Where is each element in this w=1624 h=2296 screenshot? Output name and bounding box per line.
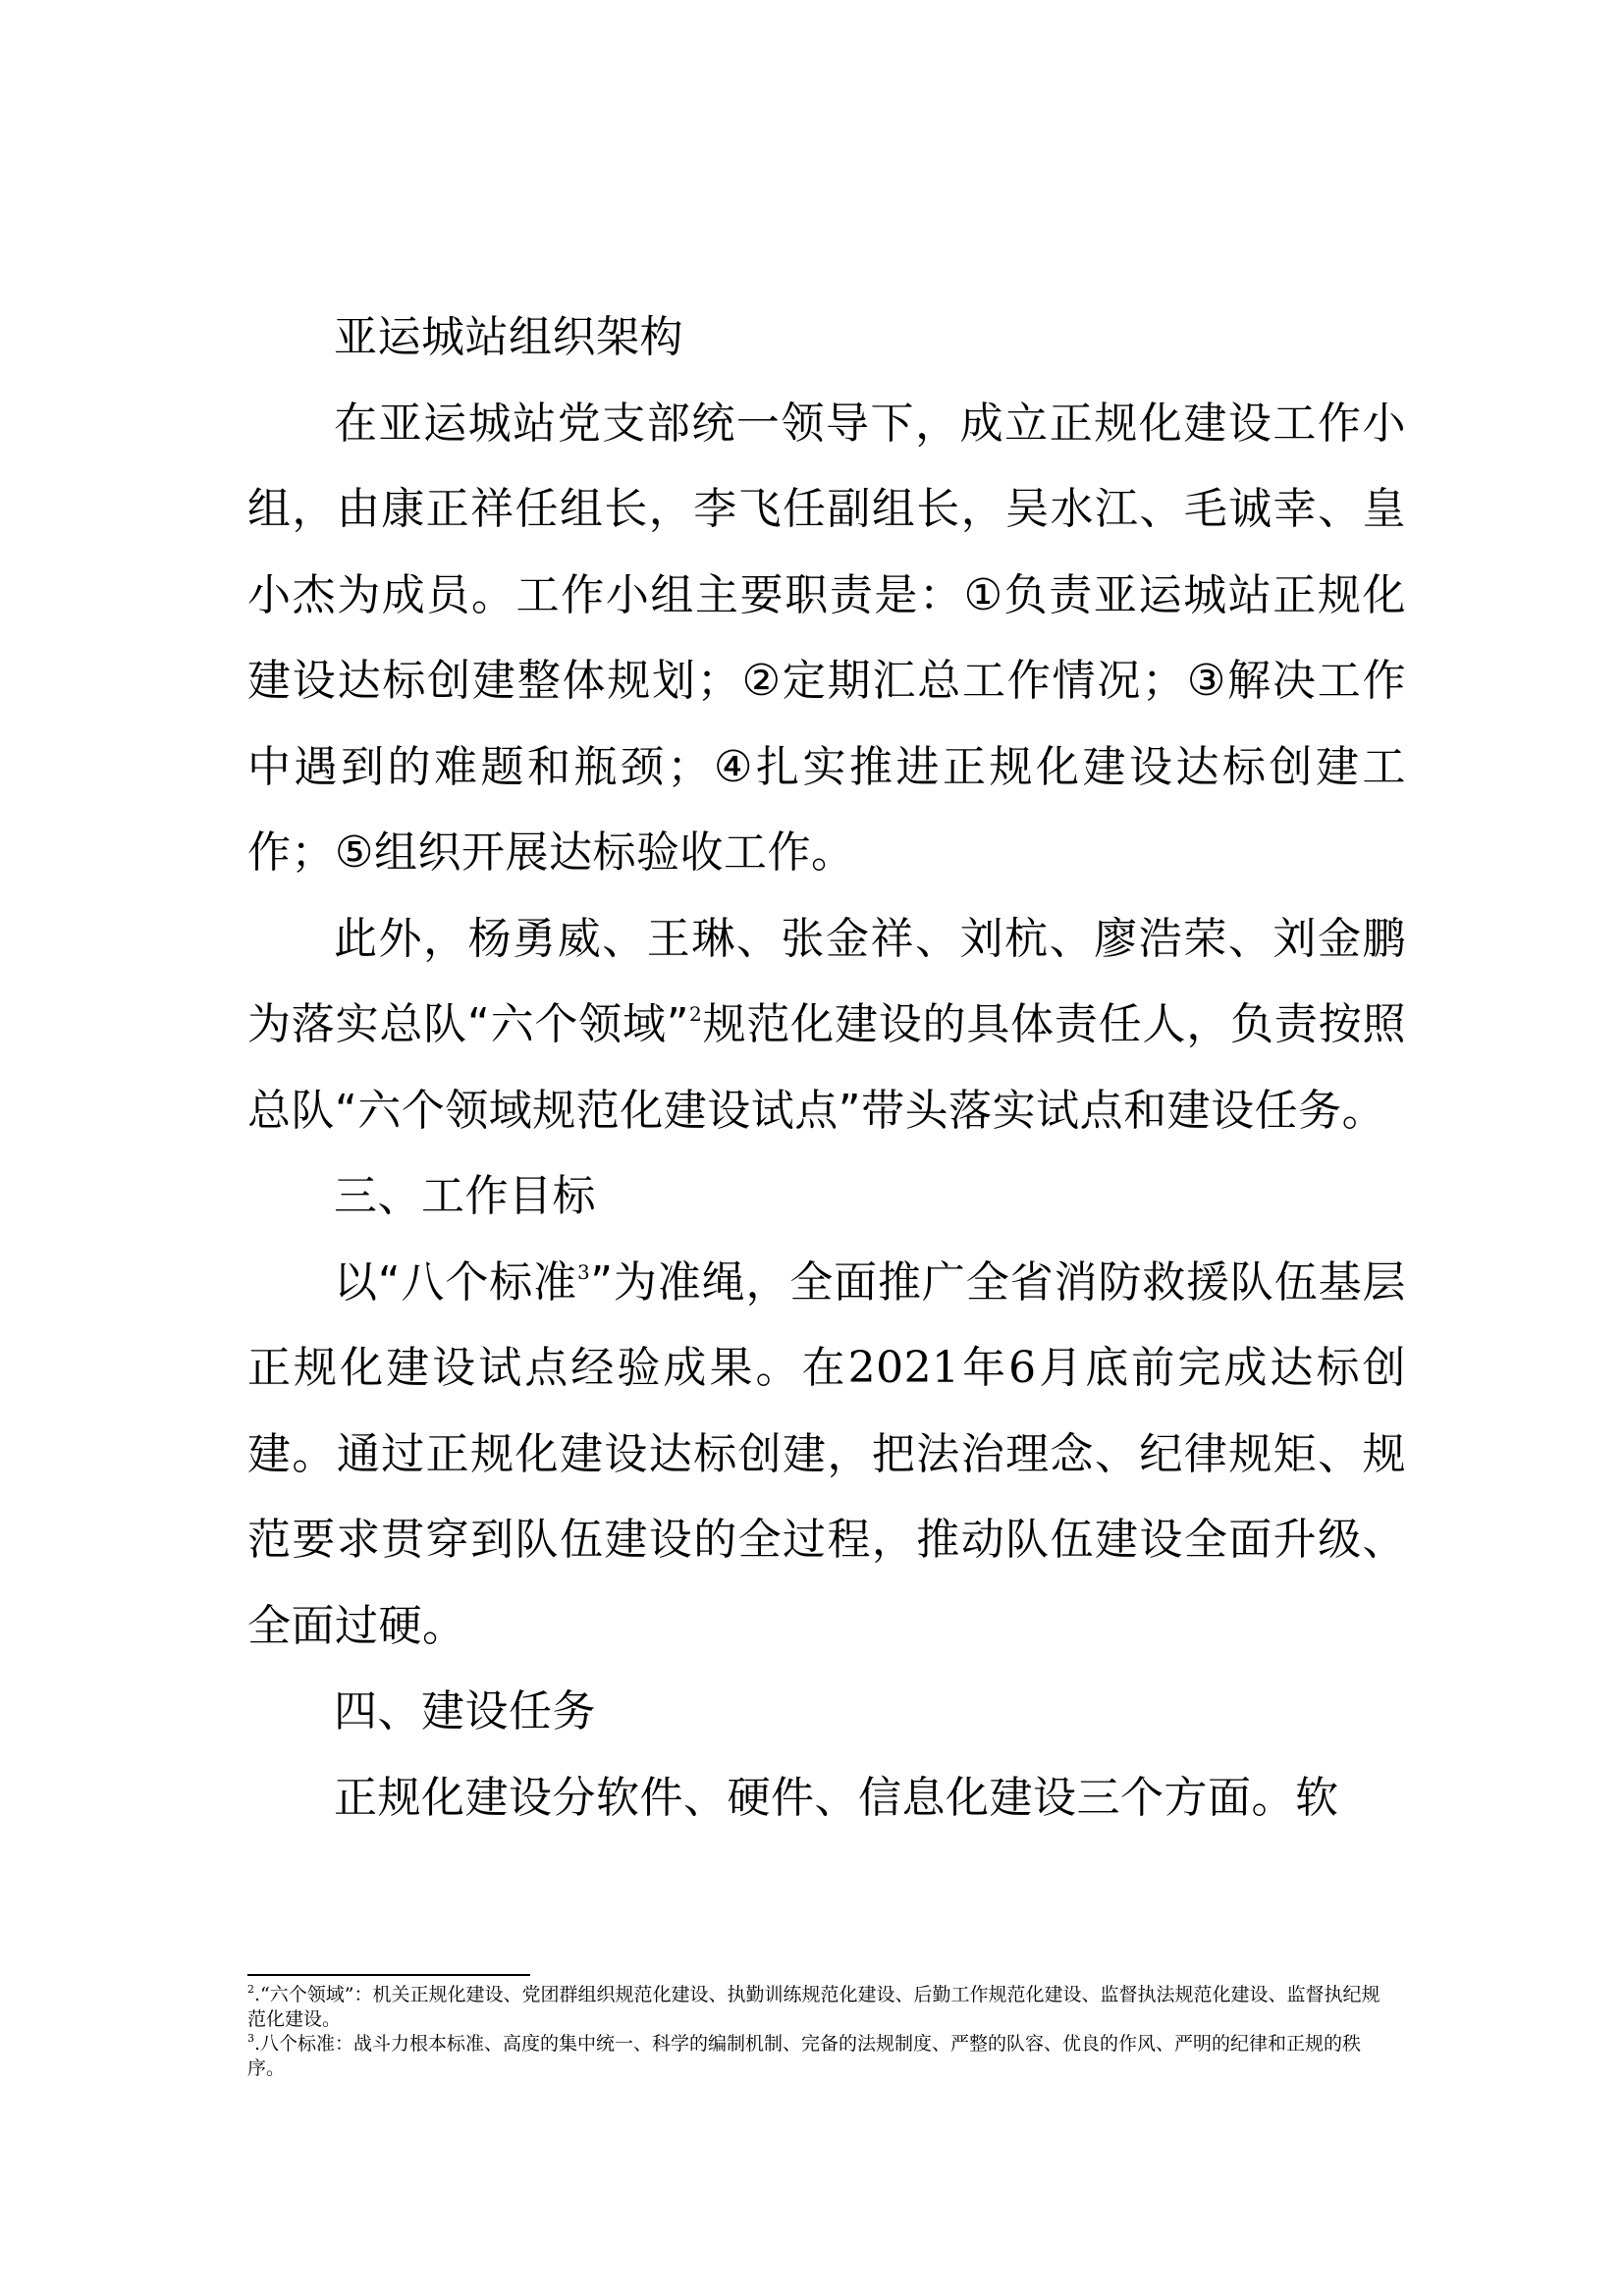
section-heading-org-structure: 亚运城站组织架构 [334,312,683,362]
paragraph-text: 以“八个标准 [334,1256,577,1308]
paragraph-text: 月底前完成达标创建。通过正规化建设达标创建，把法治理念、纪律规矩、规范要求贯穿到队伍建设的全过程，推动队伍建设全面升级、全面过硬。 [247,1343,1407,1651]
footnote-text: .八个标准：战斗力根本标准、高度的集中统一、科学的编制机制、完备的法规制度、严整的队容、优良的作风、严明的纪律和正规的秩序。 [247,2033,1362,2079]
section-heading-work-goals: 三、工作目标 [334,1171,596,1221]
paragraph-text: ”为准绳，全面推广全省消防救援队伍基层正规化建设试点经验成果。在 [247,1256,1407,1393]
footnotes [247,1983,1386,2081]
footnote-2 [247,1983,1386,2032]
footnote-3 [247,2032,1386,2081]
paragraph-text: 年 [959,1343,1009,1393]
paragraph-work-goals [247,1240,1406,1670]
paragraph-responsible-persons [247,896,1406,1154]
month-value: 6 [1008,1343,1037,1393]
footnote-separator [247,1974,530,1976]
footnote-mark: 3 [247,2032,254,2045]
paragraph-text: 此外，杨勇威、王琳、张金祥、刘杭、廖浩荣、刘金鹏为落实总队“六个领域” [247,913,1406,1049]
footnote-ref-2[interactable]: 2 [689,1002,703,1026]
body-text [247,294,1406,1841]
footnote-mark: 2 [247,1983,254,1996]
footnote-text: .“六个领域”：机关正规化建设、党团群组织规范化建设、执勤训练规范化建设、后勤工作规范化建设、监督执法规范化建设、监督执纪规范化建设。 [247,1984,1380,2030]
paragraph-working-group: 在亚运城站党支部统一领导下，成立正规化建设工作小组，由康正祥任组长，李飞任副组长，吴水江、毛诚幸、皇小杰为成员。工作小组主要职责是：①负责亚运城站正规化建设达标创建整体规划；②定期汇总工作情况；③解决工作中遇到的难题和瓶颈；④扎实推进正规化建设达标创建工作；⑤组织开展达标验收工作。 [247,398,1406,878]
year-value: 2021 [847,1343,960,1393]
section-heading-construction-tasks: 四、建设任务 [334,1686,596,1736]
paragraph-text: 规范化建设的具体责任人，负责按照总队“六个领域规范化建设试点”带头落实试点和建设任务。 [247,999,1407,1136]
paragraph-construction-tasks: 正规化建设分软件、硬件、信息化建设三个方面。软 [334,1772,1339,1823]
footnote-ref-3[interactable]: 3 [576,1259,591,1284]
